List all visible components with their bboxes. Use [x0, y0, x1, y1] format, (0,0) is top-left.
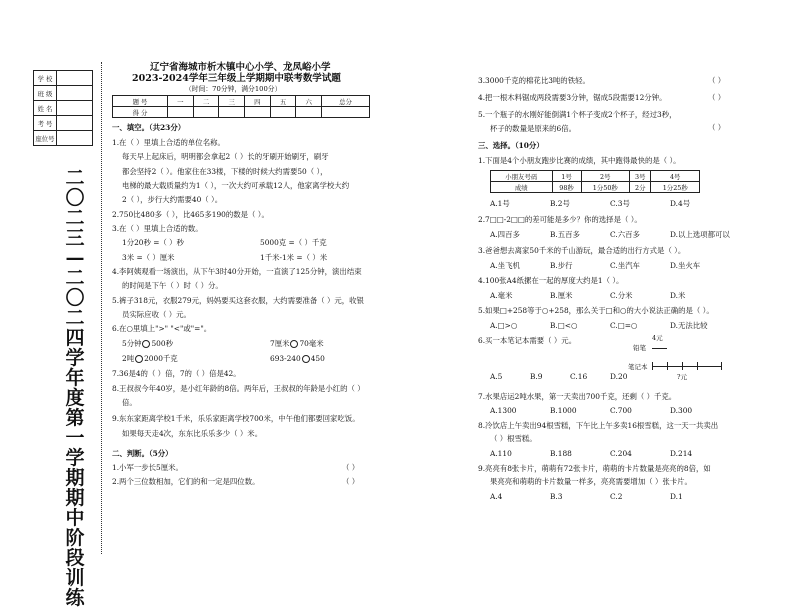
option-c[interactable]: C.204	[610, 449, 632, 458]
q1-line-a: 每天早上起床后，明明都会拿起2（ ）长的牙刷开始刷牙，刷牙	[122, 152, 329, 161]
choice-1-options	[490, 199, 730, 209]
option-b[interactable]: B.3	[550, 492, 563, 501]
choice-5: 5.如果□+258等于○+258，那么关于□和○的大小说法正确的是（ ）。	[478, 306, 714, 315]
judge-5-a: 5.一个瓶子的水刚好能倒满1个杯子变成2个杯子，经过3秒，	[478, 110, 677, 119]
q4-line-b: 的时间是下午（ ）时（ ）分。	[122, 281, 223, 290]
option-b[interactable]: B.1000	[550, 406, 577, 415]
race-table-cell: 1号	[552, 171, 581, 182]
choice-7-options	[490, 406, 730, 416]
q3-d: 1千米-1米 =（ ）米	[260, 253, 328, 262]
time-score-info: （时间：70分钟，满分100分）	[185, 85, 282, 93]
option-a[interactable]: A.坐飞机	[490, 261, 520, 270]
section-judge-title: 二、判断。（5分）	[112, 449, 173, 458]
score-cell[interactable]	[270, 107, 296, 118]
race-table-cell: 98秒	[552, 182, 581, 193]
choice-7: 7.水果店运2吨水果，第一天卖出700千克，还剩（ ）千克。	[478, 392, 677, 401]
info-label: 考 号	[34, 116, 57, 131]
option-a[interactable]: A.□>○	[490, 321, 518, 330]
option-a[interactable]: A.4	[490, 492, 503, 501]
choice-9-options	[490, 492, 730, 502]
q7: 7.36是4的（ ）倍，7的（ ）倍是42。	[112, 369, 241, 378]
option-c[interactable]: C.□=○	[610, 321, 638, 330]
race-table-cell: 1分25秒	[651, 182, 700, 193]
score-head-cell: 六	[296, 96, 322, 107]
choice-1: 1.下面是4个小朋友跑步比赛的成绩，其中跑得最快的是（ ）。	[478, 156, 681, 165]
q1-stem: 1.在（ ）里填上合适的单位名称。	[112, 138, 225, 147]
judge-3-answer: （ ）	[708, 76, 726, 85]
student-info-table	[33, 70, 93, 146]
q9-line-a: 9.东东家距离学校1千米，乐乐家距离学校700米，中午他们都要回家吃饭。	[112, 414, 360, 423]
choice-3: 3.爸爸想去离家50千米的千山游玩，最合适的出行方式是（ ）。	[478, 246, 686, 255]
option-d[interactable]: D.4号	[670, 199, 691, 208]
school-header: 辽宁省海城市析木镇中心小学、龙凤峪小学	[150, 62, 331, 73]
option-c[interactable]: C.分米	[610, 291, 633, 300]
choice-9-a: 9.亮亮有8张卡片，萌萌有72张卡片，萌萌的卡片数量是亮亮的8倍，如	[478, 464, 711, 473]
judge-1-answer: （ ）	[342, 463, 360, 472]
choice-8-a: 8.冷饮店上午卖出94根雪糕，下午比上午多卖16根雪糕，这一天一共卖出	[478, 421, 719, 430]
option-c[interactable]: C.六百多	[610, 230, 640, 239]
option-b[interactable]: B.步行	[550, 261, 573, 270]
q4-line-a: 4.李阿姨观看一场演出，从下午3时40分开始，一直演了125分钟，演出结束	[112, 267, 362, 276]
option-d[interactable]: D.214	[670, 449, 693, 458]
score-cell[interactable]	[245, 107, 271, 118]
race-table-cell: 3号	[630, 171, 651, 182]
notebook-label: 笔记本	[628, 363, 648, 371]
q6-row1-right: 7厘米 70毫米	[270, 339, 324, 348]
option-b[interactable]: B.9	[530, 372, 543, 381]
info-label: 姓 名	[34, 101, 57, 116]
q1-line-c: 电梯的最大载质量约为1（ ），一次大约可承载12人，他家离学校大约	[122, 181, 350, 190]
option-d[interactable]: D.以上选项都可以	[670, 230, 730, 239]
choice-4-options	[490, 291, 730, 301]
q5-line-a: 5.裤子318元，衣服279元，妈妈要买这套衣服，大约需要准备（ ）元，收银	[112, 296, 364, 305]
q3-c: 3米 =（ ）厘米	[122, 253, 175, 262]
info-field[interactable]	[57, 86, 93, 101]
notebook-tick-1	[667, 362, 668, 370]
score-head-cell: 五	[270, 96, 296, 107]
info-field[interactable]	[57, 131, 93, 146]
score-cell[interactable]	[168, 107, 194, 118]
option-d[interactable]: D.无法比较	[670, 321, 708, 330]
judge-5-answer: （ ）	[708, 123, 726, 132]
choice-6: 6.买一本笔记本需要（ ）元。	[478, 336, 577, 345]
option-d[interactable]: D.1	[670, 492, 683, 501]
info-field[interactable]	[57, 71, 93, 86]
option-b[interactable]: B.188	[550, 449, 572, 458]
info-label: 班 级	[34, 86, 57, 101]
option-c[interactable]: C.3号	[610, 199, 630, 208]
race-table-cell: 4号	[651, 171, 700, 182]
option-d[interactable]: D.米	[670, 291, 686, 300]
notebook-tick-start	[652, 362, 653, 370]
score-head-cell: 三	[219, 96, 245, 107]
option-b[interactable]: B.厘米	[550, 291, 573, 300]
race-table-cell: 2号	[581, 171, 630, 182]
notebook-tick-2	[682, 362, 683, 370]
info-field[interactable]	[57, 101, 93, 116]
judge-3: 3.3000千克的棉花比3吨的铁轻。	[478, 76, 590, 85]
choice-8-b: （ ）根雪糕。	[490, 434, 537, 443]
score-table	[112, 95, 370, 118]
choice-5-options	[490, 321, 730, 331]
q8-line-b: 倍。	[122, 398, 137, 407]
score-head-cell: 四	[245, 96, 271, 107]
race-table-cell: 成绩	[491, 182, 553, 193]
option-a[interactable]: A.毫米	[490, 291, 513, 300]
exam-title: 2023-2024学年三年级上学期期中联考数学试题	[132, 73, 341, 84]
q6-row2-right: 693-240 450	[270, 354, 325, 363]
option-b[interactable]: B.□<○	[550, 321, 578, 330]
choice-8-options	[490, 449, 730, 459]
option-c[interactable]: C.700	[610, 406, 632, 415]
score-head-cell: 总分	[322, 96, 370, 107]
q3-b: 5000克 =（ ）千克	[260, 238, 327, 247]
option-b[interactable]: B.五百多	[550, 230, 580, 239]
score-head-cell: 一	[168, 96, 194, 107]
option-d[interactable]: D.坐火车	[670, 261, 701, 270]
judge-2-answer: （ ）	[342, 477, 360, 486]
option-a[interactable]: A.5	[490, 372, 503, 381]
notebook-tick-end	[721, 362, 722, 370]
score-head-cell: 题 号	[113, 96, 168, 107]
q3-a: 1分20秒 =（ ）秒	[122, 238, 184, 247]
race-table-cell: 小朋友号码	[491, 171, 553, 182]
judge-4-answer: （ ）	[708, 93, 726, 102]
score-cell[interactable]	[219, 107, 245, 118]
option-a[interactable]: A.1300	[490, 406, 517, 415]
q6-stem: 6.在○里填上">" "<"或"="。	[112, 324, 212, 333]
notebook-bar	[652, 366, 722, 367]
q1-line-b: 都会坚持2（ ）。他家住在33楼，下楼的时候大约需要50（ ），	[122, 167, 328, 176]
judge-5-b: 杯子的数量是原来的6倍。	[490, 124, 577, 133]
choice-6-options	[490, 372, 630, 382]
option-d[interactable]: D.300	[670, 406, 693, 415]
judge-2: 2.两个三位数相加，它们的和一定是四位数。	[112, 477, 260, 486]
q2: 2.750比480多（ ），比465多190的数是（ ）。	[112, 210, 269, 219]
score-cell[interactable]	[193, 107, 219, 118]
q9-line-b: 如果每天走4次，东东比乐乐多少（ ）米。	[122, 429, 263, 438]
choice-3-options	[490, 261, 730, 271]
info-label: 学 校	[34, 71, 57, 86]
choice-4: 4.100张A4纸摞在一起的厚度大约是1（ ）。	[478, 276, 624, 285]
judge-1: 1.小军一步长5厘米。	[112, 463, 183, 472]
q8-line-a: 8.王叔叔今年40岁，是小红年龄的8倍。两年后，王叔叔的年龄是小红的（ ）	[112, 384, 365, 393]
pencil-bar	[652, 348, 667, 349]
option-c[interactable]: C.坐汽车	[610, 261, 640, 270]
race-table-cell: 1分50秒	[581, 182, 630, 193]
race-table	[490, 170, 700, 193]
score-cell[interactable]	[322, 107, 370, 118]
notebook-tick-3	[697, 362, 698, 370]
info-field[interactable]	[57, 116, 93, 131]
choice-2: 2.7□□-2□□的差可能是多少？你的选择是（ ）。	[478, 215, 642, 224]
option-d[interactable]: D.20	[610, 372, 628, 381]
score-cell[interactable]	[296, 107, 322, 118]
q1-line-d: 2（ ），步行大约需要40（ ）。	[122, 195, 223, 204]
score-head-cell: 二	[193, 96, 219, 107]
q3-stem: 3.在（ ）里填上合适的数。	[112, 224, 203, 233]
choice-9-b: 果亮亮和萌萌的卡片数量一样多，亮亮需要增加（ ）张卡片。	[490, 477, 692, 486]
option-b[interactable]: B.2号	[550, 199, 570, 208]
option-a[interactable]: A.1号	[490, 199, 510, 208]
q6-row2-left: 2吨 2000千克	[122, 354, 178, 363]
binding-line	[101, 62, 102, 554]
option-c[interactable]: C.2	[610, 492, 623, 501]
race-table-cell: 2分	[630, 182, 651, 193]
option-c[interactable]: C.16	[570, 372, 588, 381]
pencil-label: 铅笔	[633, 344, 646, 352]
vertical-term-title: 二〇二三—二〇二四学年度第一学期期中阶段训练	[65, 167, 85, 609]
pencil-price: 4元	[652, 334, 663, 342]
info-label: 座位号	[34, 131, 57, 146]
section-fill-title: 一、填空。（共23分）	[112, 123, 186, 132]
option-a[interactable]: A.110	[490, 449, 512, 458]
score-row-label: 得 分	[113, 107, 168, 118]
choice-2-options	[490, 230, 730, 240]
judge-4: 4.把一根木料锯成两段需要3分钟，锯成5段需要12分钟。	[478, 93, 667, 102]
q6-row1-left: 5分钟 500秒	[122, 339, 173, 348]
notebook-price: ?元	[677, 373, 687, 381]
section-choice-title: 三、选择。（10分）	[478, 141, 544, 150]
option-a[interactable]: A.四百多	[490, 230, 520, 239]
q5-line-b: 员实际应收（ ）元。	[122, 310, 191, 319]
